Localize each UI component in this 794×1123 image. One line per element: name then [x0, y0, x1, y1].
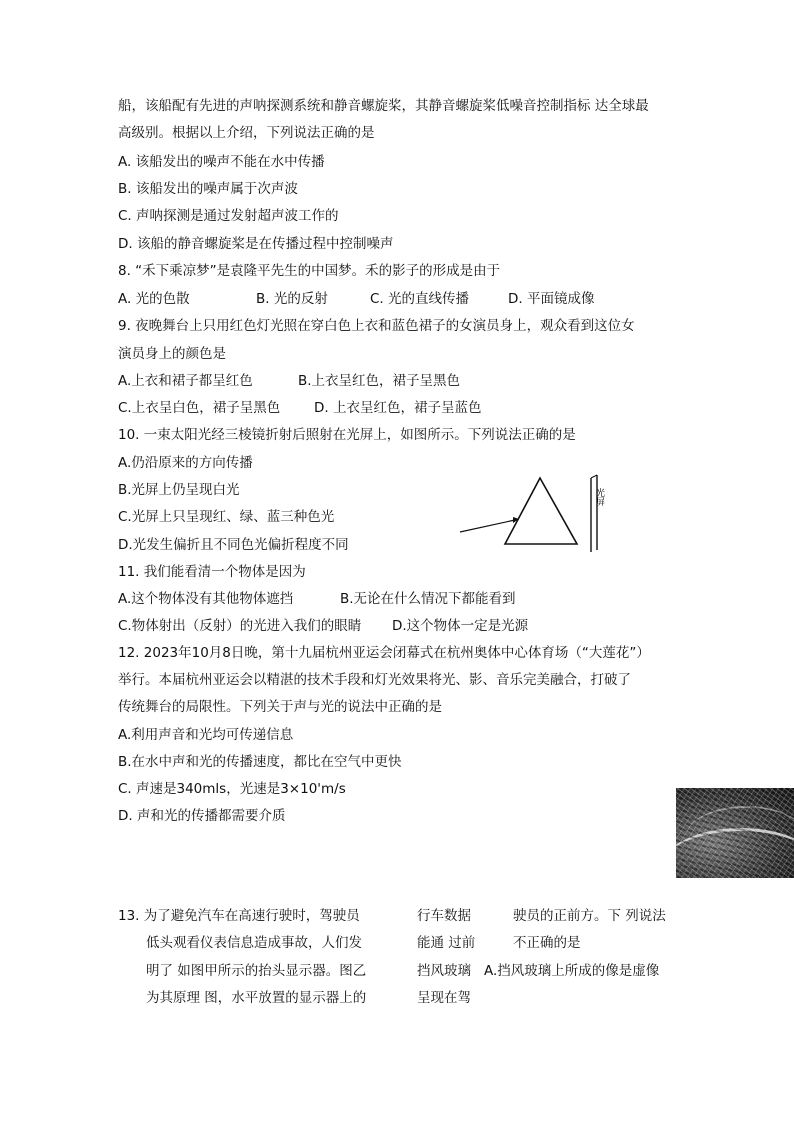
q11-option-a: A.这个物体没有其他物体遮挡 — [118, 591, 294, 607]
q7-stem-line2: 高级别。根据以上介绍，下列说法正确的是 — [118, 125, 375, 141]
q8-option-a: A. 光的色散 — [118, 291, 190, 307]
q7-option-d: D. 该船的静音螺旋桨是在传播过程中控制噪声 — [118, 236, 394, 252]
q10-stem: 10. 一束太阳光经三棱镜折射后照射在光屏上，如图所示。下列说法正确的是 — [118, 427, 576, 443]
q10-option-a: A.仍沿原来的方向传播 — [118, 455, 253, 471]
q13-col3-line3: A.挡风玻璃上所成的像是虚像 — [484, 963, 660, 979]
q13-col1-line1: 13. 为了避免汽车在高速行驶时，驾驶员 — [118, 908, 360, 924]
q13-col2-line3: 挡风玻璃 — [417, 963, 471, 979]
q11-option-d: D.这个物体一定是光源 — [392, 618, 529, 634]
q11-stem: 11. 我们能看清一个物体是因为 — [118, 564, 306, 580]
q7-stem-line1: 船，该船配有先进的声呐探测系统和静音螺旋桨，其静音螺旋桨低噪音控制指标 达全球最 — [118, 98, 649, 114]
q9-option-c: C.上衣呈白色，裙子呈黑色 — [118, 400, 281, 416]
q13-col2-line4: 呈现在驾 — [417, 990, 471, 1006]
q9-option-b: B.上衣呈红色，裙子呈黑色 — [298, 373, 461, 389]
prism-triangle — [505, 478, 577, 544]
q10-option-b: B.光屏上仍呈现白光 — [118, 482, 240, 498]
q7-option-a: A. 该船发出的噪声不能在水中传播 — [118, 154, 325, 170]
q9-stem-line2: 演员身上的颜色是 — [118, 346, 226, 362]
q13-col3-line2: 不正确的是 — [513, 935, 581, 951]
q9-option-a: A.上衣和裙子都呈红色 — [118, 373, 253, 389]
q8-option-c: C. 光的直线传播 — [370, 291, 470, 307]
q7-option-b: B. 该船发出的噪声属于次声波 — [118, 181, 298, 197]
q12-stem-line3: 传统舞台的局限性。下列关于声与光的说法中正确的是 — [118, 699, 442, 715]
q11-option-c: C.物体射出（反射）的光进入我们的眼睛 — [118, 618, 362, 634]
prism-diagram — [455, 470, 620, 555]
q9-stem-line1: 9. 夜晚舞台上只用红色灯光照在穿白色上衣和蓝色裙子的女演员身上，观众看到这位女 — [118, 318, 635, 334]
q12-option-b: B.在水中声和光的传播速度，都比在空气中更快 — [118, 754, 402, 770]
q12-option-c: C. 声速是340mls，光速是3×10'm/s — [118, 781, 346, 797]
stadium-photo — [676, 788, 794, 878]
screen-top — [591, 475, 597, 478]
light-ray — [460, 520, 515, 532]
q10-option-d: D.光发生偏折且不同色光偏折程度不同 — [118, 537, 349, 553]
q12-stem-line1: 12. 2023年10月8日晚，第十九届杭州亚运会闭幕式在杭州奥体中心体育场（“大莲花”） — [118, 645, 650, 661]
q12-option-d: D. 声和光的传播都需要介质 — [118, 808, 286, 824]
q12-stem-line2: 举行。本届杭州亚运会以精湛的技术手段和灯光效果将光、影、音乐完美融合，打破了 — [118, 672, 631, 688]
q13-col3-line1: 驶员的正前方。下 列说法 — [513, 908, 666, 924]
q9-option-d: D. 上衣呈红色，裙子呈蓝色 — [314, 400, 482, 416]
q7-option-c: C. 声呐探测是通过发射超声波工作的 — [118, 208, 339, 224]
q11-option-b: B.无论在什么情况下都能看到 — [340, 591, 516, 607]
q8-stem: 8. “禾下乘凉梦”是袁隆平先生的中国梦。禾的影子的形成是由于 — [118, 263, 501, 279]
q13-col2-line2: 能通 过前 — [417, 935, 476, 951]
q13-col1-line4: 为其原理 图，水平放置的显示器上的 — [146, 990, 367, 1006]
q8-option-d: D. 平面镜成像 — [508, 291, 595, 307]
q13-col1-line3: 明了 如图甲所示的抬头显示器。图乙 — [146, 963, 367, 979]
q12-option-a: A.利用声音和光均可传递信息 — [118, 727, 294, 743]
q8-option-b: B. 光的反射 — [256, 291, 328, 307]
q13-col2-line1: 行车数据 — [417, 908, 471, 924]
q13-col1-line2: 低头观看仪表信息造成事故，人们发 — [146, 935, 362, 951]
screen-label: 光屏 — [594, 488, 604, 506]
q10-option-c: C.光屏上只呈现红、绿、蓝三种色光 — [118, 509, 335, 525]
